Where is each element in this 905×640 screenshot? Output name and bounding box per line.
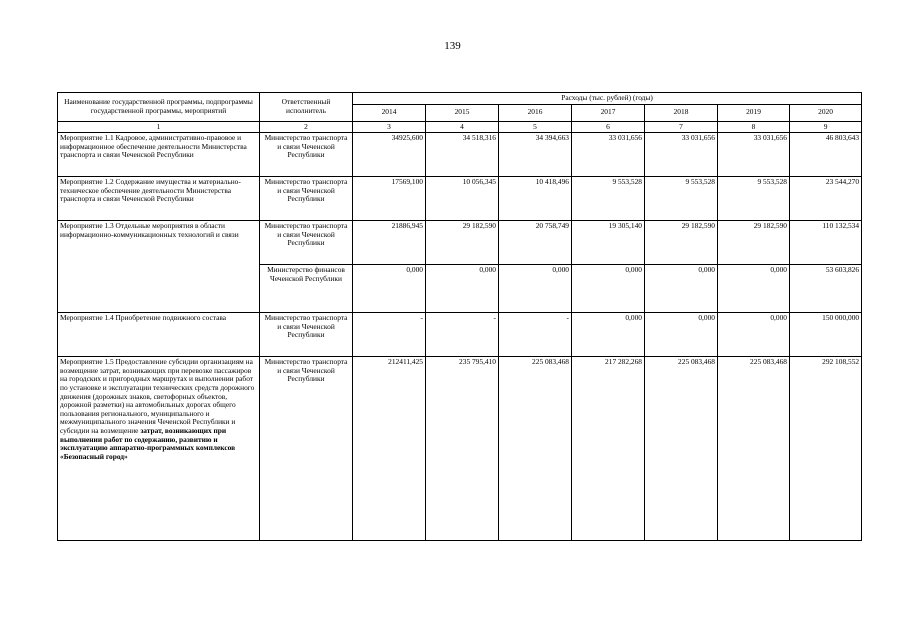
executor: Министерство транспорта и связи Чеченской Республики <box>260 313 353 357</box>
value-cell: 9 553,528 <box>718 177 790 221</box>
value-cell: 292 108,552 <box>790 357 862 541</box>
column-number: 9 <box>790 121 862 133</box>
value-cell: 20 758,749 <box>499 221 572 265</box>
header-year: 2015 <box>426 104 499 121</box>
value-cell: 225 083,468 <box>499 357 572 541</box>
table-row <box>58 313 862 357</box>
value-cell: 0,000 <box>499 265 572 313</box>
header-expenses: Расходы (тыс. рублей) (годы) <box>353 93 862 105</box>
value-cell: 0,000 <box>645 313 718 357</box>
table-row <box>58 177 862 221</box>
value-cell: 29 182,590 <box>426 221 499 265</box>
value-cell: 29 182,590 <box>645 221 718 265</box>
value-cell: 0,000 <box>718 313 790 357</box>
value-cell: 9 553,528 <box>572 177 645 221</box>
value-cell: 33 031,656 <box>718 133 790 177</box>
measure-name: Мероприятие 1.3 Отдельные мероприятия в области информационно-коммуникационных технологий и связи <box>58 221 260 313</box>
value-cell: 29 182,590 <box>718 221 790 265</box>
column-number: 5 <box>499 121 572 133</box>
column-number: 8 <box>718 121 790 133</box>
value-cell: 225 083,468 <box>645 357 718 541</box>
value-cell: 21886,945 <box>353 221 426 265</box>
value-cell: 33 031,656 <box>645 133 718 177</box>
column-number: 7 <box>645 121 718 133</box>
executor: Министерство транспорта и связи Чеченской Республики <box>260 177 353 221</box>
value-cell: 19 305,140 <box>572 221 645 265</box>
header-year: 2018 <box>645 104 718 121</box>
value-cell: 9 553,528 <box>645 177 718 221</box>
measure-name-part: Мероприятие 1.5 Предоставление субсидии организациям на возмещение затрат, возникающих при перевозке пассажиров на городских и пригородных маршрутах и выполнении работ по установке и эксплуатации технических средств дорожного движения (дорожных знаков, светофорных объектов, дорожной разметки) на автомобильных дорогах общего пользования регионального, муниципального и межмуниципального значения Чеченской Республики и субсидии на возмещение <box>60 357 255 435</box>
value-cell: 217 282,268 <box>572 357 645 541</box>
page-number: 139 <box>444 40 461 52</box>
column-number: 2 <box>260 121 353 133</box>
executor: Министерство транспорта и связи Чеченской Республики <box>260 357 353 541</box>
header-year: 2017 <box>572 104 645 121</box>
value-cell: 34 518,316 <box>426 133 499 177</box>
value-cell: 0,000 <box>572 265 645 313</box>
value-cell: 34 394,663 <box>499 133 572 177</box>
table-row <box>58 357 862 541</box>
header-executor-column: Ответственный исполнитель <box>260 93 353 122</box>
header-year: 2020 <box>790 104 862 121</box>
column-number-row <box>58 121 862 133</box>
value-cell: 53 603,826 <box>790 265 862 313</box>
measure-name: Мероприятие 1.2 Содержание имущества и материально-техническое обеспечение деятельности Министерства транспорта и связи Чеченской Республики <box>58 177 260 221</box>
column-number: 6 <box>572 121 645 133</box>
column-number: 3 <box>353 121 426 133</box>
value-cell: 0,000 <box>718 265 790 313</box>
header-name-column: Наименование государственной программы, подпрограммы государственной программы, мероприятий <box>58 93 260 122</box>
header-row-top <box>58 93 862 105</box>
value-cell: 150 000,000 <box>790 313 862 357</box>
executor: Министерство финансов Чеченской Республики <box>260 265 353 313</box>
value-cell: 235 795,410 <box>426 357 499 541</box>
value-cell: 110 132,534 <box>790 221 862 265</box>
value-cell: 33 031,656 <box>572 133 645 177</box>
value-cell: 10 056,345 <box>426 177 499 221</box>
value-cell: 46 803,643 <box>790 133 862 177</box>
value-cell: 0,000 <box>426 265 499 313</box>
table-row <box>58 221 862 265</box>
header-year: 2019 <box>718 104 790 121</box>
value-cell: 225 083,468 <box>718 357 790 541</box>
value-cell: 0,000 <box>645 265 718 313</box>
value-cell: - <box>353 313 426 357</box>
executor: Министерство транспорта и связи Чеченской Республики <box>260 221 353 265</box>
measure-name <box>58 357 260 541</box>
budget-table <box>57 92 862 541</box>
column-number: 4 <box>426 121 499 133</box>
executor: Министерство транспорта и связи Чеченской Республики <box>260 133 353 177</box>
header-year: 2014 <box>353 104 426 121</box>
measure-name: Мероприятие 1.1 Кадровое, административно-правовое и информационное обеспечение деятельности Министерства транспорта и связи Чеченской Республики <box>58 133 260 177</box>
header-year: 2016 <box>499 104 572 121</box>
value-cell: 0,000 <box>572 313 645 357</box>
value-cell: 23 544,270 <box>790 177 862 221</box>
measure-name: Мероприятие 1.4 Приобретение подвижного состава <box>58 313 260 357</box>
value-cell: 34925,600 <box>353 133 426 177</box>
value-cell: 212411,425 <box>353 357 426 541</box>
value-cell: - <box>426 313 499 357</box>
table-row <box>58 133 862 177</box>
value-cell: 0,000 <box>353 265 426 313</box>
column-number: 1 <box>58 121 260 133</box>
value-cell: 10 418,496 <box>499 177 572 221</box>
value-cell: - <box>499 313 572 357</box>
value-cell: 17569,100 <box>353 177 426 221</box>
measure-name-part-bold: затрат, возникающих при выполнении работ по содержанию, развитию и эксплуатацию аппаратно-программных комплексов «Безопасный город» <box>60 425 236 461</box>
